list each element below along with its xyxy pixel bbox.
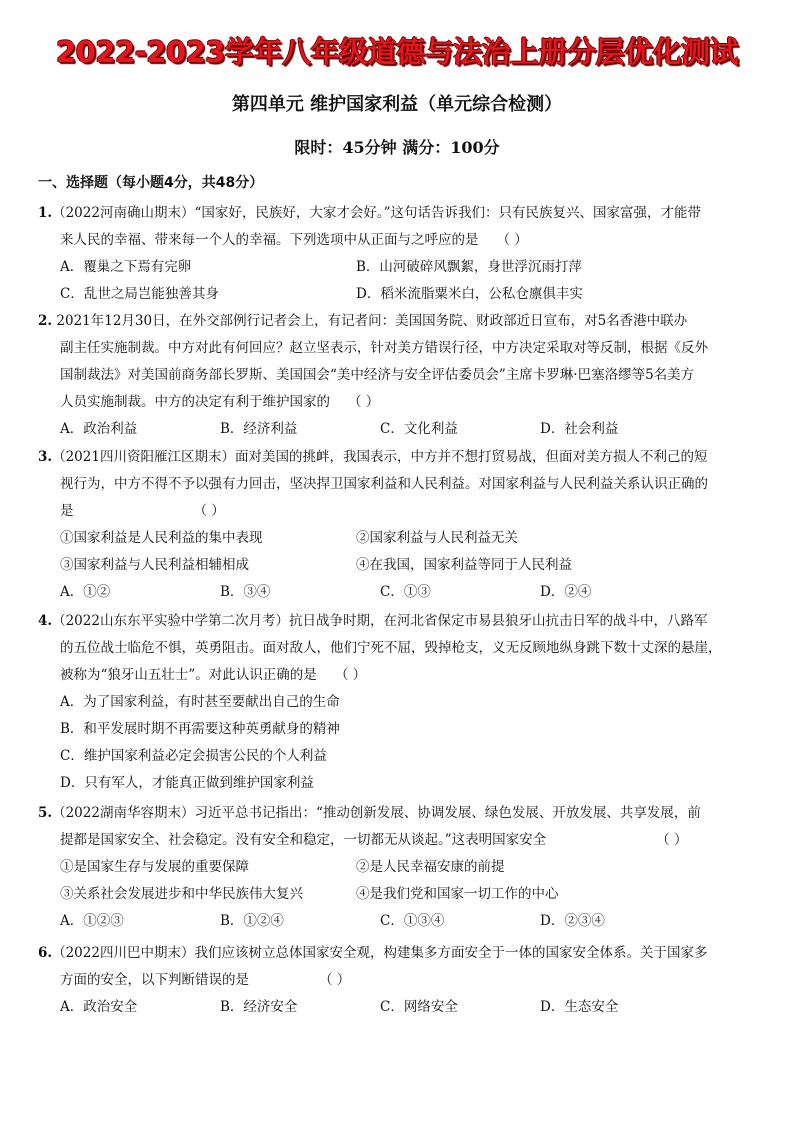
answer-blank: （ ） xyxy=(334,667,367,683)
option-c: C．网络安全 xyxy=(380,999,458,1015)
question-number: 2. xyxy=(38,313,53,329)
question-text: 方面的安全，以下判断错误的是 xyxy=(60,972,249,988)
option-c: C．乱世之局岂能独善其身 xyxy=(60,286,219,302)
question-text: （2021四川资阳雁江区期末）面对美国的挑衅，我国表示，中方并不想打贸易战，但面对美方损人不利己的短 xyxy=(52,449,708,465)
answer-blank: （ ） xyxy=(319,972,351,988)
option-d: D．②④ xyxy=(540,584,592,600)
answer-blank: （ ） xyxy=(496,232,528,248)
option-d: D．②③④ xyxy=(540,913,605,929)
question-text: 的五位战士临危不惧，英勇阻击。面对敌人，他们宁死不屈，毁掉枪支，义无反顾地纵身跳下数十丈深的悬崖， xyxy=(60,640,722,656)
section-heading: 一、选择题（每小题4分，共48分） xyxy=(38,175,264,191)
statement-1: ①是国家生存与发展的重要保障 xyxy=(60,859,249,875)
option-b: B．①②④ xyxy=(220,913,284,929)
question-number: 5. xyxy=(38,805,53,821)
statement-2: ②国家利益与人民利益无关 xyxy=(356,530,518,546)
question-text: 视行为，中方不得不予以强有力回击，坚决捍卫国家利益和人民利益。对国家利益与人民利益关系认识正确的 xyxy=(60,476,708,492)
question-2 xyxy=(38,308,758,443)
option-c: C．维护国家利益必定会损害公民的个人利益 xyxy=(60,748,327,764)
question-text: （2022河南确山期末）“国家好，民族好，大家才会好。”这句话告诉我们：只有民族复兴、国家富强，才能带 xyxy=(52,205,702,221)
option-a: A．政治利益 xyxy=(60,421,138,437)
option-d: D．只有军人，才能真正做到维护国家利益 xyxy=(60,775,314,791)
option-a: A．覆巢之下焉有完卵 xyxy=(60,259,192,275)
question-text: （2022山东东平实验中学第二次月考）抗日战争时期，在河北省保定市易县狼牙山抗击日军的战斗中，八路军 xyxy=(52,613,708,629)
question-number: 6. xyxy=(38,945,53,961)
option-b: B．③④ xyxy=(220,584,271,600)
option-a: A．为了国家利益，有时甚至要献出自己的生命 xyxy=(60,694,340,710)
option-c: C．文化利益 xyxy=(380,421,458,437)
question-text: 是 xyxy=(60,503,74,519)
question-number: 3. xyxy=(38,449,53,465)
option-b: B．经济安全 xyxy=(220,999,298,1015)
time-and-score-limits: 限时：45分钟 满分：100分 xyxy=(294,138,500,157)
statement-4: ④是我们党和国家一切工作的中心 xyxy=(356,886,559,902)
question-text: 提都是国家安全、社会稳定。没有安全和稳定，一切都无从谈起。”这表明国家安全 xyxy=(60,832,547,848)
question-text: 国制裁法》对美国前商务部长罗斯、美国国会“美中经济与安全评估委员会”主席卡罗琳·巴塞洛缪等5名美方 xyxy=(60,367,695,383)
statement-1: ①国家利益是人民利益的集中表现 xyxy=(60,530,263,546)
question-text: 人员实施制裁。中方的决定有利于维护国家的 xyxy=(60,394,330,410)
question-text: （2022四川巴中期末）我们应该树立总体国家安全观，构建集多方面安全于一体的国家安全体系。关于国家多 xyxy=(52,945,708,961)
question-number: 1. xyxy=(38,205,53,221)
option-b: B．经济利益 xyxy=(220,421,298,437)
statement-2: ②是人民幸福安康的前提 xyxy=(356,859,505,875)
answer-blank: （ ） xyxy=(656,832,688,848)
question-1 xyxy=(38,200,758,308)
option-d: D．生态安全 xyxy=(540,999,619,1015)
statement-4: ④在我国，国家利益等同于人民利益 xyxy=(356,557,572,573)
answer-blank: （ ） xyxy=(348,394,380,410)
option-d: D．社会利益 xyxy=(540,421,619,437)
option-b: B．山河破碎风飘絮，身世浮沉雨打萍 xyxy=(356,259,582,275)
answer-blank: （ ） xyxy=(193,503,225,519)
question-text: （2022湖南华容期末）习近平总书记指出：“推动创新发展、协调发展、绿色发展、开放发展、共享发展，前 xyxy=(52,805,701,821)
option-c: C．①③④ xyxy=(380,913,445,929)
question-text: 被称为“狼牙山五壮士”。对此认识正确的是 xyxy=(60,667,317,683)
option-d: D．稻米流脂粟米白，公私仓廪俱丰实 xyxy=(356,286,583,302)
question-5 xyxy=(38,800,758,935)
question-text: 2021年12月30日，在外交部例行记者会上，有记者问：美国国务院、财政部近日宣布，对5名香港中联办 xyxy=(52,313,688,329)
question-text: 副主任实施制裁。中方对此有何回应？赵立坚表示，针对美方错误行径，中方决定采取对等反制，根据《反外 xyxy=(60,340,708,356)
unit-title: 第四单元 维护国家利益（单元综合检测） xyxy=(231,94,563,115)
question-6 xyxy=(38,940,758,1021)
question-text: 来人民的幸福、带来每一个人的幸福。下列选项中从正面与之呼应的是 xyxy=(60,232,479,248)
question-number: 4. xyxy=(38,613,53,629)
test-banner-title: 2022-2023学年八年级道德与法治上册分层优化测试 xyxy=(56,35,738,69)
statement-3: ③国家利益与人民利益相辅相成 xyxy=(60,557,249,573)
option-a: A．①② xyxy=(60,584,111,600)
question-4 xyxy=(38,608,758,797)
statement-3: ③关系社会发展进步和中华民族伟大复兴 xyxy=(60,886,303,902)
option-a: A．政治安全 xyxy=(60,999,138,1015)
question-3 xyxy=(38,444,758,606)
option-b: B．和平发展时期不再需要这种英勇献身的精神 xyxy=(60,721,340,737)
option-a: A．①②③ xyxy=(60,913,124,929)
option-c: C．①③ xyxy=(380,584,431,600)
